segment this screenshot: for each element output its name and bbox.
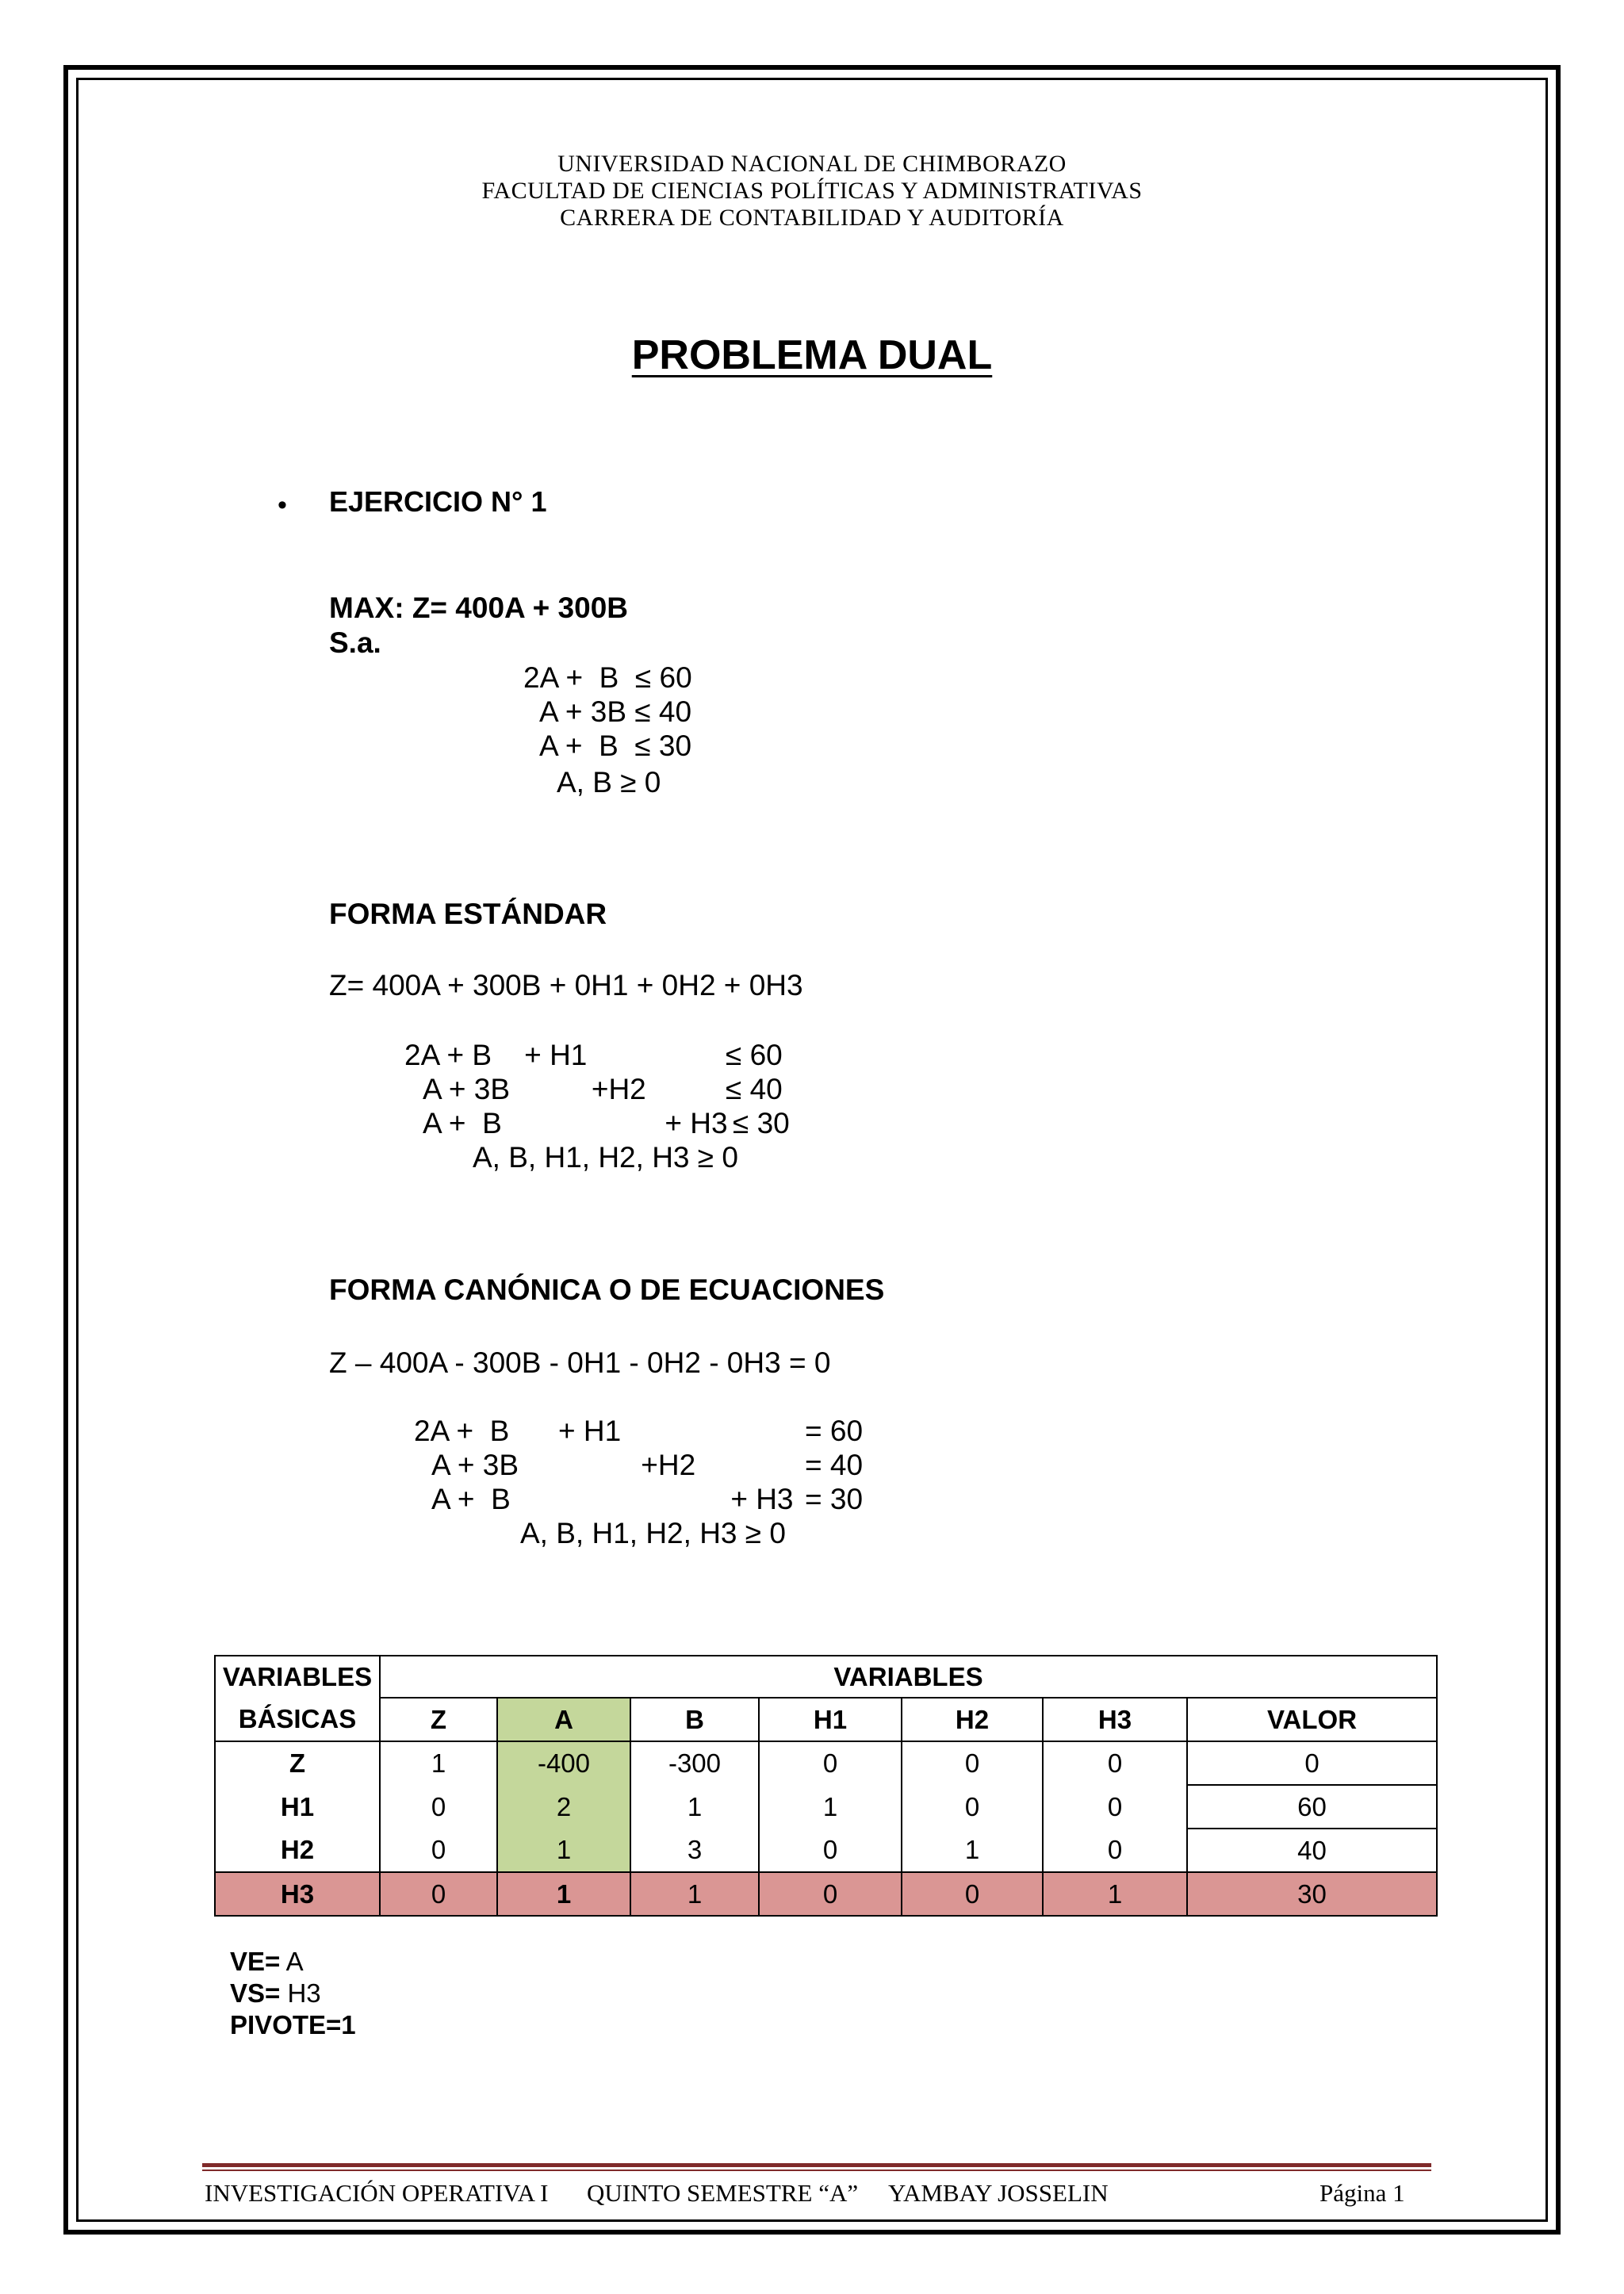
simplex-table [214,1655,1438,1917]
basic-vars-header: VARIABLES [215,1656,380,1698]
cell: 3 [630,1829,759,1872]
cell: 1 [902,1829,1043,1872]
footer-page-number: Página 1 [1320,2179,1405,2207]
leaving-variable: VS= H3 [230,1978,321,2008]
canonical-form-heading: FORMA CANÓNICA O DE ECUACIONES [329,1273,885,1306]
bullet-icon: • [278,490,287,520]
cell: 0 [380,1785,497,1829]
cell: 0 [1187,1741,1437,1785]
constraint-2: A + 3B ≤ 40 [539,695,692,728]
standard-form-objective: Z= 400A + 300B + 0H1 + 0H2 + 0H3 [329,969,803,1001]
cell: 30 [1187,1872,1437,1916]
col-header-h3: H3 [1043,1698,1187,1741]
cell: 60 [1187,1785,1437,1829]
row-label-h2: H2 [215,1829,380,1872]
cell: -300 [630,1741,759,1785]
standard-row-1: 2A + B + H1 [404,1039,588,1071]
col-header-b: B [630,1698,759,1741]
cell: -400 [497,1741,630,1785]
cell: 1 [497,1829,630,1872]
standard-row-3-rhs: ≤ 30 [733,1107,790,1139]
constraint-3: A + B ≤ 30 [539,730,692,762]
subject-to-label: S.a. [329,626,381,659]
standard-row-1-rhs: ≤ 60 [726,1039,783,1071]
footer-semester: QUINTO SEMESTRE “A” [587,2179,859,2207]
cell: 0 [759,1872,902,1916]
col-header-h1: H1 [759,1698,902,1741]
header-faculty: FACULTAD DE CIENCIAS POLÍTICAS Y ADMINISTRATIVAS [481,178,1143,204]
canonical-row-1-rhs: = 60 [805,1415,864,1447]
cell: 0 [759,1829,902,1872]
cell: 0 [902,1741,1043,1785]
header-university: UNIVERSIDAD NACIONAL DE CHIMBORAZO [557,151,1067,177]
table-row-h2 [215,1829,1437,1872]
row-label-h1: H1 [215,1785,380,1829]
footer-rule-thin [202,2170,1431,2171]
col-header-z: Z [380,1698,497,1741]
entering-variable: VE= A [230,1947,304,1976]
standard-form-heading: FORMA ESTÁNDAR [329,898,607,930]
basic-vars-header-2: BÁSICAS [215,1698,380,1741]
cell: 0 [902,1785,1043,1829]
canonical-row-3-rhs: = 30 [805,1483,864,1515]
table-row-z [215,1741,1437,1785]
cell: 0 [380,1872,497,1916]
canonical-nonneg: A, B, H1, H2, H3 ≥ 0 [520,1517,786,1549]
footer-course: INVESTIGACIÓN OPERATIVA I [205,2179,549,2207]
col-header-valor: VALOR [1187,1698,1437,1741]
standard-row-2: A + 3B +H2 [423,1073,646,1105]
objective-function: MAX: Z= 400A + 300B [329,592,629,624]
canonical-form-objective: Z – 400A - 300B - 0H1 - 0H2 - 0H3 = 0 [329,1346,831,1379]
row-label-z: Z [215,1741,380,1785]
col-header-a: A [497,1698,630,1741]
canonical-row-2-rhs: = 40 [805,1449,864,1481]
cell: 1 [380,1741,497,1785]
variables-header: VARIABLES [380,1656,1437,1698]
constraint-1: 2A + B ≤ 60 [523,661,692,694]
footer-author: YAMBAY JOSSELIN [888,2179,1109,2207]
standard-nonneg: A, B, H1, H2, H3 ≥ 0 [473,1141,738,1174]
standard-row-3: A + B + H3 [423,1107,728,1139]
table-row-h3 [215,1872,1437,1916]
cell: 0 [759,1741,902,1785]
exercise-label: EJERCICIO N° 1 [329,485,547,518]
col-header-h2: H2 [902,1698,1043,1741]
cell: 1 [1043,1872,1187,1916]
footer-rule [202,2163,1431,2167]
pivot-cell: 1 [497,1872,630,1916]
cell: 0 [1043,1785,1187,1829]
cell: 1 [630,1872,759,1916]
cell: 40 [1187,1829,1437,1872]
canonical-row-3: A + B + H3 [431,1483,794,1515]
cell: 1 [759,1785,902,1829]
cell: 1 [630,1785,759,1829]
canonical-row-1: 2A + B + H1 [414,1415,622,1447]
cell: 2 [497,1785,630,1829]
standard-row-2-rhs: ≤ 40 [726,1073,783,1105]
page-title: PROBLEMA DUAL [631,332,993,378]
cell: 0 [1043,1741,1187,1785]
header-career: CARRERA DE CONTABILIDAD Y AUDITORÍA [560,205,1064,231]
canonical-row-2: A + 3B +H2 [431,1449,696,1481]
pivot-value: PIVOTE=1 [230,2010,356,2039]
cell: 0 [380,1829,497,1872]
constraint-nonneg: A, B ≥ 0 [557,766,661,798]
cell: 0 [902,1872,1043,1916]
row-label-h3: H3 [215,1872,380,1916]
table-row-h1 [215,1785,1437,1829]
cell: 0 [1043,1829,1187,1872]
